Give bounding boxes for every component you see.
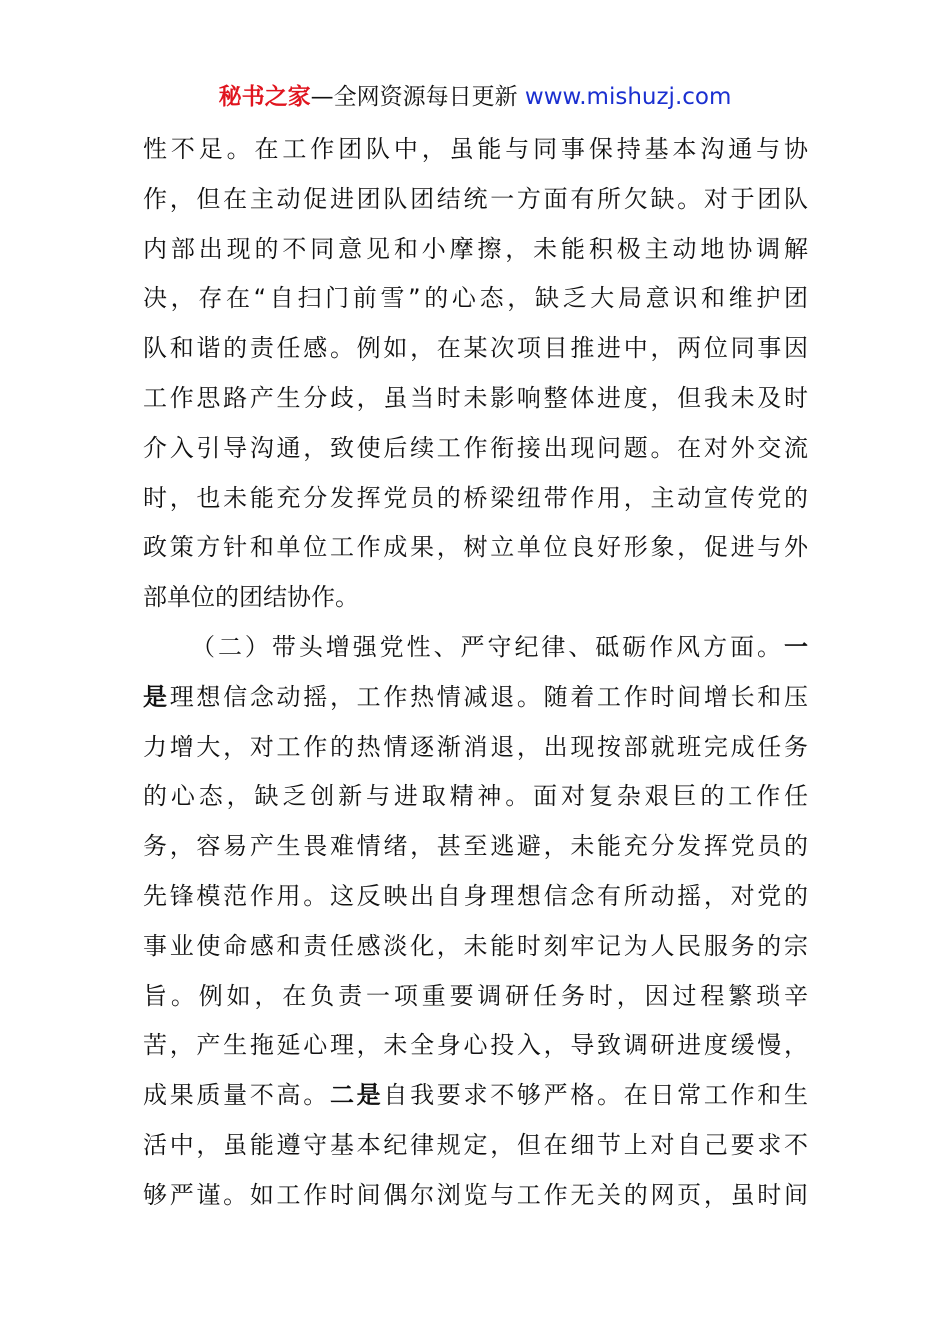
text-line: 力增大，对工作的热情逐渐消退，出现按部就班完成任务 — [143, 732, 808, 761]
bold-marker: 一 — [784, 632, 808, 661]
text-line: 务，容易产生畏难情绪，甚至逃避，未能充分发挥党员的 — [143, 832, 808, 861]
text-line: 队和谐的责任感。例如，在某次项目推进中，两位同事因 — [143, 334, 808, 363]
site-brand: 秘书之家 — [218, 84, 311, 110]
section-heading-line: （二）带头增强党性、严守纪律、砥砺作风方面。一 — [191, 632, 808, 661]
text-line: 作，但在主动促进团队团结统一方面有所欠缺。对于团队 — [143, 184, 808, 213]
site-url-link[interactable]: www.mishuzj.com — [524, 84, 732, 110]
text-line: 旨。例如，在负责一项重要调研任务时，因过程繁琐辛 — [143, 981, 808, 1010]
bold-marker: 二是 — [329, 1081, 384, 1110]
text-line: 的心态，缺乏创新与进取精神。面对复杂艰巨的工作任 — [143, 782, 808, 811]
text-line: 时，也未能充分发挥党员的桥梁纽带作用，主动宣传党的 — [143, 483, 808, 512]
text-line: 先锋模范作用。这反映出自身理想信念有所动摇，对党的 — [143, 881, 808, 910]
text-line: 介入引导沟通，致使后续工作衔接出现问题。在对外交流 — [143, 433, 808, 462]
bold-marker: 是 — [143, 682, 170, 711]
text-line: 决，存在“自扫门前雪”的心态，缺乏大局意识和维护团 — [143, 284, 808, 313]
text-line: 是理想信念动摇，工作热情减退。随着工作时间增长和压 — [143, 682, 809, 711]
text-line: 内部出现的不同意见和小摩擦，未能积极主动地协调解 — [143, 234, 808, 263]
text-line: 够严谨。如工作时间偶尔浏览与工作无关的网页，虽时间 — [143, 1180, 808, 1209]
text-line: 部单位的团结协作。 — [143, 583, 359, 612]
document-body — [143, 125, 808, 1221]
text-line: 成果质量不高。二是自我要求不够严格。在日常工作和生 — [143, 1081, 809, 1110]
text-line: 性不足。在工作团队中，虽能与同事保持基本沟通与协 — [143, 135, 808, 163]
site-tagline: —全网资源每日更新 — [310, 84, 518, 110]
text-line: 苦，产生拖延心理，未全身心投入，导致调研进度缓慢， — [143, 1031, 808, 1060]
text-line: 事业使命感和责任感淡化，未能时刻牢记为人民服务的宗 — [143, 931, 808, 960]
text-line: 活中，虽能遵守基本纪律规定，但在细节上对自己要求不 — [143, 1130, 808, 1159]
text-line: 政策方针和单位工作成果，树立单位良好形象，促进与外 — [143, 533, 808, 562]
text-line: 工作思路产生分歧，虽当时未影响整体进度，但我未及时 — [143, 383, 808, 412]
site-header — [0, 80, 950, 114]
